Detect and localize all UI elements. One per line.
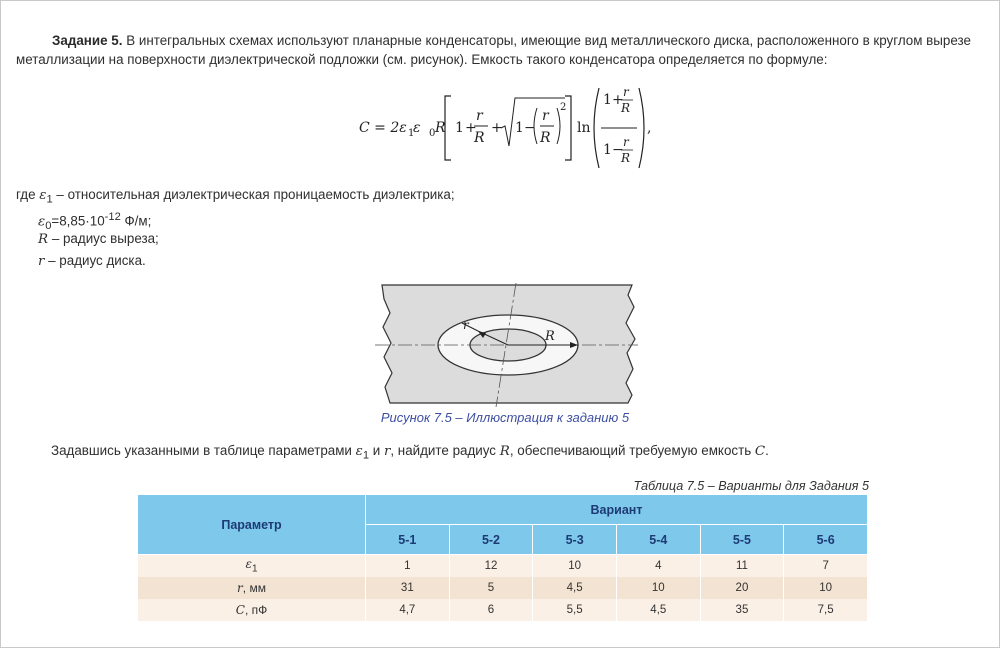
value-cell: 10 <box>784 577 868 599</box>
formula-comma: , <box>647 120 652 136</box>
formula-R-b: R <box>540 130 551 146</box>
param-header: Параметр <box>138 495 366 555</box>
formula-one-b: 1 <box>515 120 524 136</box>
value-cell: 4,5 <box>616 599 700 621</box>
variants-table <box>137 494 868 621</box>
param-cell <box>138 577 366 599</box>
variant-header: Вариант <box>366 495 868 525</box>
def-eps1 <box>16 184 455 206</box>
formula-R-c: R <box>621 101 631 115</box>
capacitance-formula <box>355 80 655 176</box>
def-eps0-sym: ε <box>38 214 46 230</box>
value-cell: 10 <box>533 555 617 578</box>
value-cell: 20 <box>700 577 784 599</box>
value-cell: 10 <box>616 577 700 599</box>
formula-plus-b: + <box>491 120 503 136</box>
formula-sq: 2 <box>560 102 567 113</box>
table-row <box>138 555 868 578</box>
q-part2: и <box>369 443 384 458</box>
param-sym: ε <box>245 557 252 572</box>
q-eps: ε <box>355 444 363 459</box>
def-eps1-sub: 1 <box>46 193 53 206</box>
task-question <box>51 443 769 462</box>
formula-one-d: 1 <box>603 142 612 158</box>
def-R-text: – радиус выреза; <box>48 231 159 246</box>
formula-r-d: r <box>623 135 629 149</box>
def-eps0-text: =8,85·10 <box>51 213 105 229</box>
value-cell: 1 <box>366 555 450 578</box>
formula-R-d: R <box>621 151 631 165</box>
formula-lhs: C = 2ε <box>359 120 407 136</box>
param-cell <box>138 599 366 621</box>
def-R <box>16 228 455 250</box>
table-row <box>138 577 868 599</box>
formula-big-paren-r <box>639 88 644 168</box>
task-intro-text: В интегральных схемах используют планарные конденсаторы, имеющие вид металлического диска, расположенного в круглом вырезе металлизации на поверхности диэлектрической подложки (см. рисунок). Емкость такого конденсатора определяется по формуле: <box>16 33 971 67</box>
param-cell <box>138 555 366 578</box>
def-eps0-sub: 0 <box>45 220 52 233</box>
def-r <box>16 250 455 272</box>
def-where: где <box>16 187 36 202</box>
variant-col-6: 5-6 <box>784 525 868 555</box>
table-caption: Таблица 7.5 – Варианты для Задания 5 <box>633 479 869 493</box>
formula-minus-a: − <box>524 120 536 136</box>
formula-eps0: ε <box>413 120 421 136</box>
formula-sub0: 0 <box>429 128 436 139</box>
value-cell: 4,7 <box>366 599 450 621</box>
param-sub: 1 <box>251 563 258 575</box>
formula-r-b: r <box>542 108 549 124</box>
variant-col-2: 5-2 <box>449 525 533 555</box>
formula-plus-a: + <box>465 120 477 136</box>
def-eps0 <box>16 206 455 233</box>
q-part3: , найдите радиус <box>390 443 500 458</box>
formula-one-c: 1 <box>603 92 612 108</box>
task-intro <box>16 31 976 69</box>
formula-big-paren-l <box>594 88 599 168</box>
param-sym: r <box>237 581 243 595</box>
param-unit: , пФ <box>244 603 268 617</box>
formula-ln: ln <box>577 120 591 136</box>
formula-bracket-left <box>445 96 451 160</box>
value-cell: 4,5 <box>533 577 617 599</box>
def-r-sym: r <box>38 254 45 269</box>
formula-R-a: R <box>474 130 485 146</box>
variant-col-4: 5-4 <box>616 525 700 555</box>
formula-r-c: r <box>623 85 629 99</box>
def-R-sym: R <box>38 232 49 247</box>
q-C: C <box>754 444 766 459</box>
q-R: R <box>499 444 510 459</box>
value-cell: 31 <box>366 577 450 599</box>
q-part4: , обеспечивающий требуемую емкость <box>509 443 755 458</box>
q-part1: Задавшись указанными в таблице параметрами <box>51 443 356 458</box>
figure-label-R: R <box>545 329 555 344</box>
value-cell: 7,5 <box>784 599 868 621</box>
def-eps0-unit: Ф/м; <box>120 213 152 229</box>
def-eps0-exp: -12 <box>104 211 121 223</box>
value-cell: 7 <box>784 555 868 578</box>
formula-r-a: r <box>476 108 483 124</box>
def-eps1-sym: ε <box>39 188 47 203</box>
capacitor-figure <box>370 283 640 408</box>
formula-sub1: 1 <box>408 128 415 139</box>
task-title: Задание 5. <box>52 33 123 48</box>
value-cell: 6 <box>449 599 533 621</box>
formula-minus-d: − <box>612 142 624 158</box>
value-cell: 35 <box>700 599 784 621</box>
formula-plus-c: + <box>612 92 624 108</box>
figure-caption: Рисунок 7.5 – Иллюстрация к заданию 5 <box>380 410 630 425</box>
value-cell: 5 <box>449 577 533 599</box>
formula-R: R <box>435 120 446 136</box>
param-sym: C <box>235 603 245 617</box>
param-unit: , мм <box>242 581 266 595</box>
figure-label-r: r <box>463 318 469 332</box>
q-part5: . <box>765 443 769 458</box>
variant-col-5: 5-5 <box>700 525 784 555</box>
formula-paren-r <box>557 108 560 144</box>
def-eps1-text: – относительная диэлектрическая проницаемость диэлектрика; <box>52 187 455 202</box>
value-cell: 4 <box>616 555 700 578</box>
value-cell: 11 <box>700 555 784 578</box>
value-cell: 5,5 <box>533 599 617 621</box>
q-eps-sub: 1 <box>362 449 370 462</box>
value-cell: 12 <box>449 555 533 578</box>
table-row <box>138 599 868 621</box>
formula-one-a: 1 <box>455 120 464 136</box>
variant-col-1: 5-1 <box>366 525 450 555</box>
variant-col-3: 5-3 <box>533 525 617 555</box>
definitions <box>16 184 455 272</box>
q-r: r <box>383 444 391 459</box>
def-r-text: – радиус диска. <box>44 253 146 268</box>
